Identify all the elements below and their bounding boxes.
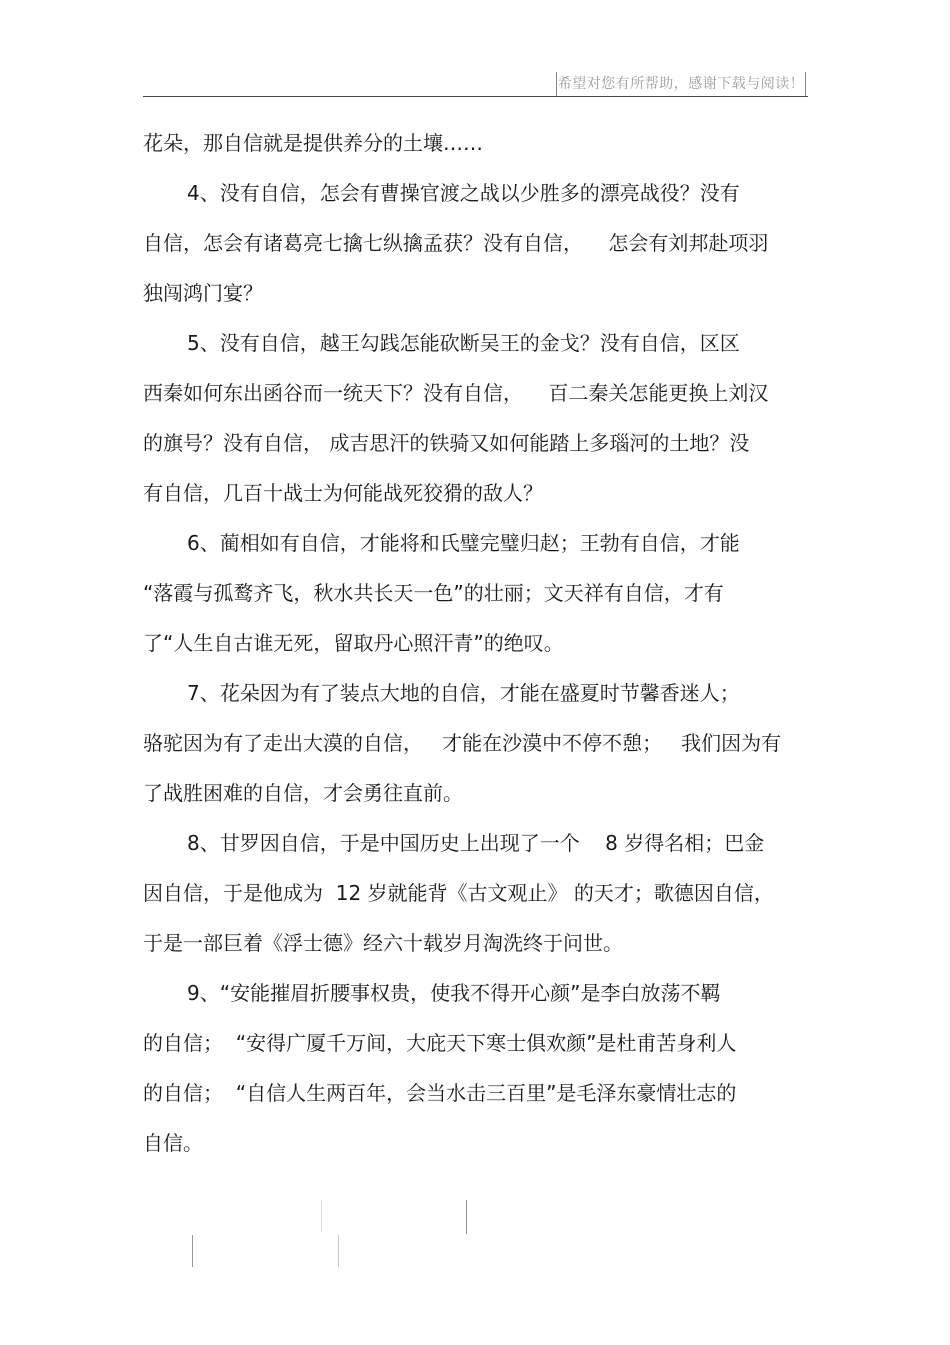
text-line: 的自信； “自信人生两百年，会当水击三百里”是毛泽东豪情壮志的	[143, 1081, 737, 1105]
text-line: 独闯鸿门宴？	[143, 281, 263, 305]
scan-artifact-line	[338, 1235, 339, 1267]
text-line: 自信。	[143, 1131, 203, 1155]
text-line: 有自信，几百十战士为何能战死狡猾的敌人？	[143, 481, 543, 505]
text-line: 的自信； “安得广厦千万间，大庇天下寒士俱欢颜”是杜甫苦身利人	[143, 1031, 737, 1055]
text-line: 了“人生自古谁无死，留取丹心照汗青”的绝叹。	[143, 631, 564, 655]
text-line: 了战胜困难的自信，才会勇往直前。	[143, 781, 463, 805]
text-line: 于是一部巨着《浮士德》经六十载岁月淘洗终于问世。	[143, 931, 623, 955]
text-line: 9、“安能摧眉折腰事权贵，使我不得开心颜”是李白放荡不羁	[187, 981, 721, 1005]
scan-artifact-line	[192, 1235, 193, 1267]
text-line: 骆驼因为有了走出大漠的自信， 才能在沙漠中不停不憩； 我们因为有	[143, 731, 782, 755]
text-line: 7、花朵因为有了装点大地的自信，才能在盛夏时节馨香迷人；	[187, 681, 740, 705]
text-line: 花朵，那自信就是提供养分的土壤……	[143, 131, 483, 155]
text-line: 因自信，于是他成为 12 岁就能背《古文观止》 的天才；歌德因自信，	[143, 881, 774, 905]
text-line: 6、蔺相如有自信，才能将和氏璧完璧归赵；王勃有自信，才能	[187, 531, 740, 555]
text-line: 的旗号？没有自信， 成吉思汗的铁骑又如何能踏上多瑙河的土地？没	[143, 431, 750, 455]
scan-artifact-line	[466, 1200, 467, 1234]
header-divider	[143, 96, 808, 97]
text-line: “落霞与孤鹜齐飞，秋水共长天一色”的壮丽；文天祥有自信，才有	[143, 581, 724, 605]
text-line: 5、没有自信，越王勾践怎能砍断吴王的金戈？没有自信，区区	[187, 331, 740, 355]
scan-artifact-line	[321, 1200, 322, 1232]
text-line: 西秦如何东出函谷而一统天下？没有自信， 百二秦关怎能更换上刘汉	[143, 381, 769, 405]
text-line: 自信，怎会有诸葛亮七擒七纵擒孟获？没有自信， 怎会有刘邦赴项羽	[143, 231, 769, 255]
text-line: 8、甘罗因自信，于是中国历史上出现了一个 8 岁得名相；巴金	[187, 831, 765, 855]
header-note: 希望对您有所帮助，感谢下载与阅读！	[556, 72, 806, 96]
text-line: 4、没有自信，怎会有曹操官渡之战以少胜多的漂亮战役？没有	[187, 181, 740, 205]
